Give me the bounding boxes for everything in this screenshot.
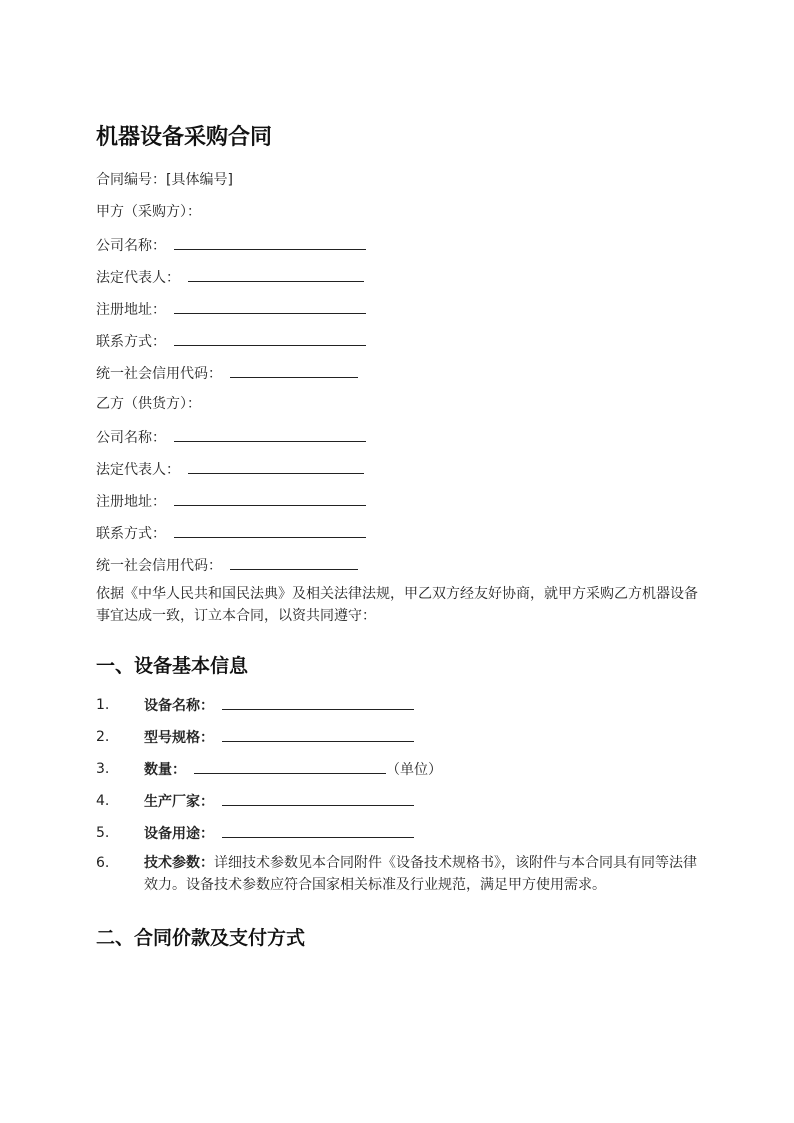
field-label: 联系方式： [96, 334, 166, 350]
tech-params-text: 详细技术参数见本合同附件《设备技术规格书》，该附件与本合同具有同等法律效力。设备技术参数应符合国家相关标准及行业规范，满足甲方使用需求。 [144, 855, 697, 893]
party-b-credit-code-blank[interactable] [230, 554, 358, 570]
party-a-company-field [96, 234, 366, 256]
field-label: 法定代表人： [96, 270, 180, 286]
party-a-company-blank[interactable] [174, 234, 366, 250]
party-a-rep-field [96, 266, 364, 288]
party-b-address-field [96, 490, 366, 512]
quantity-blank[interactable] [194, 758, 386, 774]
field-label: 注册地址： [96, 302, 166, 318]
item-label: 生产厂家： [144, 794, 214, 810]
item-label: 技术参数： [144, 855, 214, 871]
document-title: 机器设备采购合同 [96, 125, 273, 150]
quantity-unit: （单位） [386, 762, 442, 778]
party-a-credit-code-field [96, 362, 358, 384]
field-label: 公司名称： [96, 430, 166, 446]
party-a-address-field [96, 298, 366, 320]
party-b-contact-field [96, 522, 366, 544]
party-b-rep-blank[interactable] [188, 458, 364, 474]
manufacturer-blank[interactable] [222, 790, 414, 806]
list-number: 3. [96, 761, 110, 777]
list-number: 6. [96, 855, 110, 871]
preamble-paragraph: 依据《中华人民共和国民法典》及相关法律法规，甲乙双方经友好协商，就甲方采购乙方机器设备事宜达成一致，订立本合同，以资共同遵守： [96, 586, 698, 624]
party-b-address-blank[interactable] [174, 490, 366, 506]
list-item-equipment-name [96, 694, 706, 717]
contract-number: 合同编号：[具体编号] [96, 172, 233, 188]
field-label: 统一社会信用代码： [96, 558, 222, 574]
party-b-company-field [96, 426, 366, 448]
section-2-heading: 二、合同价款及支付方式 [96, 927, 306, 949]
list-item-quantity [96, 758, 706, 781]
list-item-purpose [96, 822, 706, 845]
equipment-name-blank[interactable] [222, 694, 414, 710]
party-a-rep-blank[interactable] [188, 266, 364, 282]
list-number: 4. [96, 793, 110, 809]
party-b-credit-code-field [96, 554, 358, 576]
item-label: 型号规格： [144, 730, 214, 746]
party-b-contact-blank[interactable] [174, 522, 366, 538]
item-label: 设备用途： [144, 826, 214, 842]
party-a-address-blank[interactable] [174, 298, 366, 314]
party-a-credit-code-blank[interactable] [230, 362, 358, 378]
list-item-tech-params [96, 852, 706, 896]
purpose-blank[interactable] [222, 822, 414, 838]
party-b-rep-field [96, 458, 364, 480]
model-spec-blank[interactable] [222, 726, 414, 742]
list-item-model-spec [96, 726, 706, 749]
section-1-heading: 一、设备基本信息 [96, 655, 249, 677]
list-number: 1. [96, 697, 110, 713]
field-label: 公司名称： [96, 238, 166, 254]
field-label: 注册地址： [96, 494, 166, 510]
item-label: 设备名称： [144, 698, 214, 714]
list-number: 2. [96, 729, 110, 745]
party-a-contact-blank[interactable] [174, 330, 366, 346]
field-label: 联系方式： [96, 526, 166, 542]
party-a-heading: 甲方（采购方）： [96, 204, 201, 220]
item-label: 数量： [144, 762, 186, 778]
party-b-company-blank[interactable] [174, 426, 366, 442]
list-number: 5. [96, 825, 110, 841]
list-item-manufacturer [96, 790, 706, 813]
field-label: 统一社会信用代码： [96, 366, 222, 382]
party-b-heading: 乙方（供货方）： [96, 396, 201, 412]
party-a-contact-field [96, 330, 366, 352]
field-label: 法定代表人： [96, 462, 180, 478]
